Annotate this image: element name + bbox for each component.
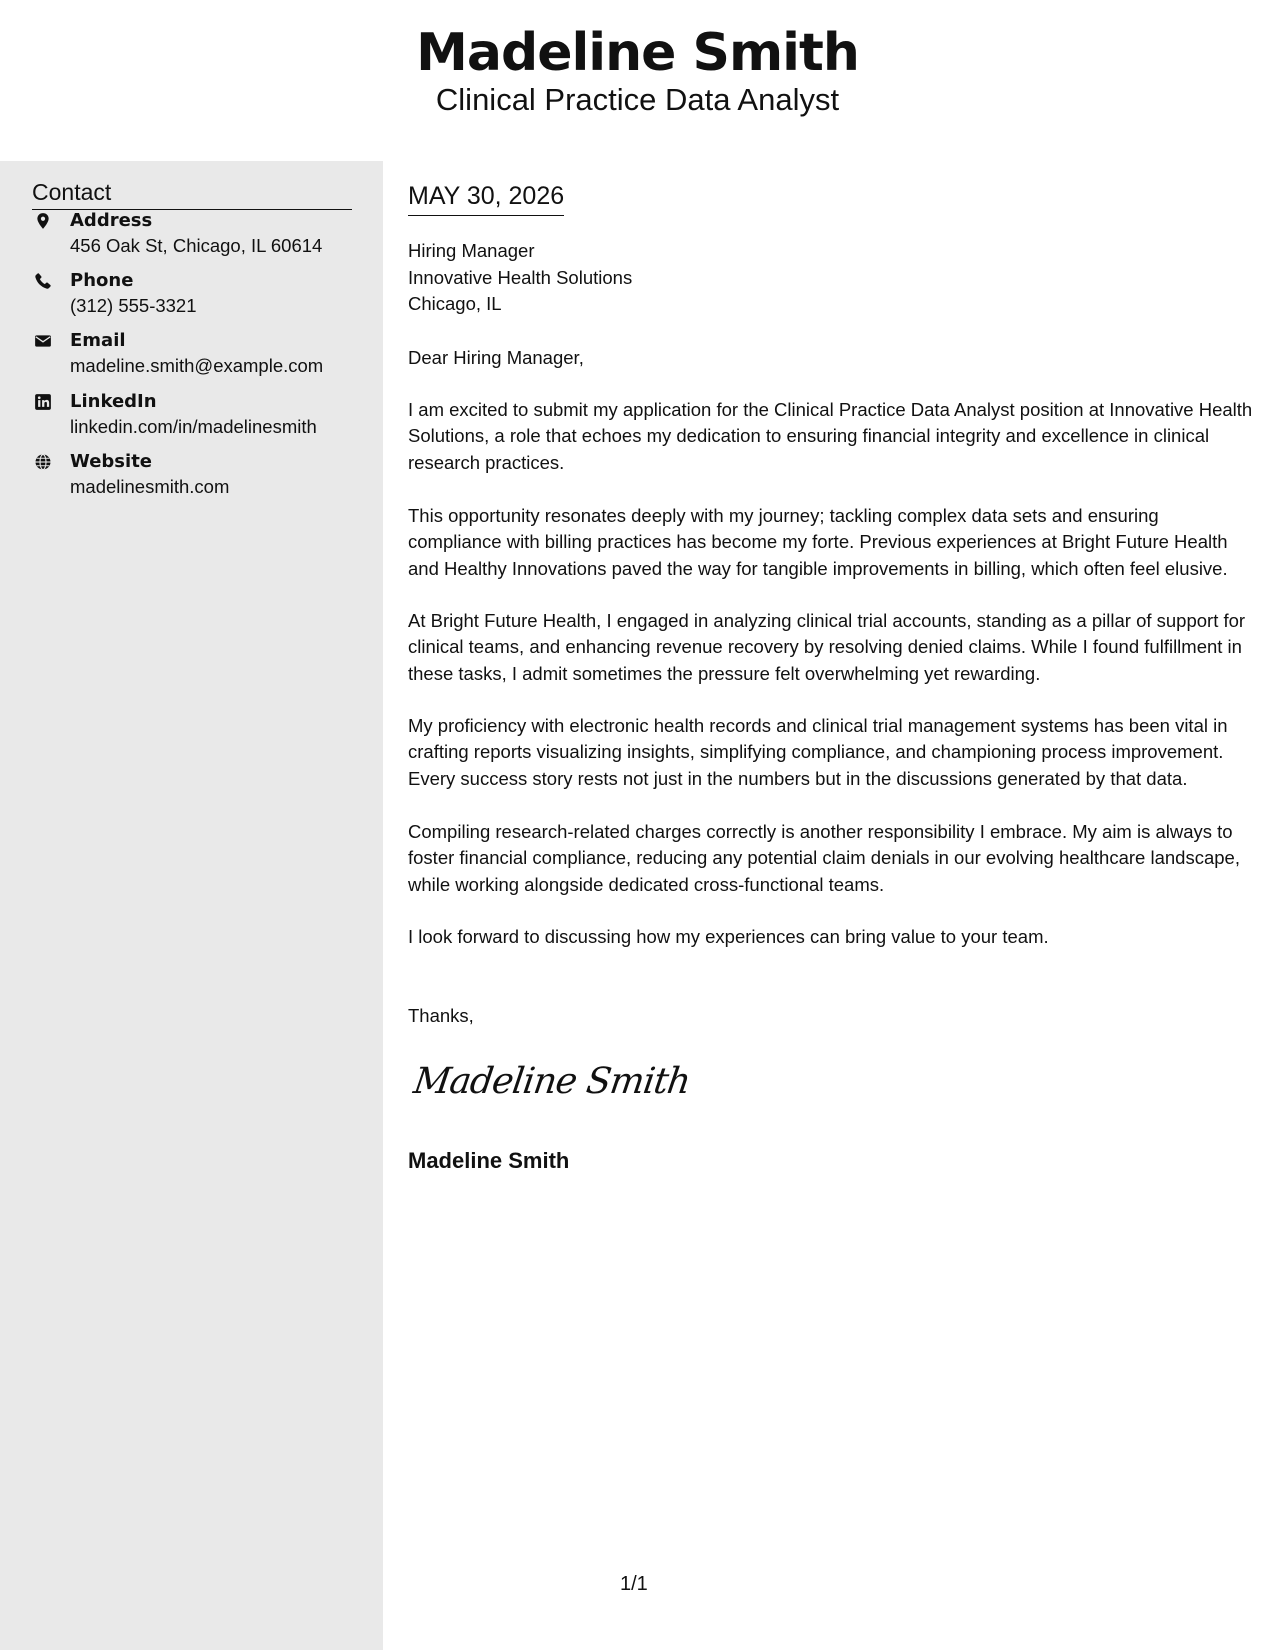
recipient-line: Hiring Manager — [408, 240, 535, 261]
signer-name: Madeline Smith — [408, 1148, 570, 1173]
contact-heading: Contact — [32, 175, 352, 210]
contact-linkedin — [32, 390, 372, 446]
contact-value: (312) 555-3321 — [70, 295, 197, 316]
contact-label: LinkedIn — [70, 391, 157, 412]
page-number: 1/1 — [620, 1573, 648, 1595]
phone-icon — [34, 272, 52, 290]
contact-phone — [32, 269, 372, 325]
paragraph: I am excited to submit my application for the Clinical Practice Data Analyst position at Innovative Health Solutions, a role that echoes my dedication to ensuring financial integrity and excellence in clinical research practices. — [408, 399, 1253, 473]
letter-date: MAY 30, 2026 — [408, 178, 564, 216]
contact-label: Website — [70, 451, 153, 472]
paragraph: My proficiency with electronic health records and clinical trial management systems has been vital in crafting reports visualizing insights, simplifying compliance, and championing process improvement. Every success story rests not just in the numbers but in the discussions generated by that data. — [408, 715, 1228, 789]
paragraph: At Bright Future Health, I engaged in analyzing clinical trial accounts, standing as a pillar of support for clinical teams, and enhancing revenue recovery by resolving denied claims. While I found fulfillment in these tasks, I admit sometimes the pressure felt overwhelming yet rewarding. — [408, 610, 1246, 684]
applicant-name: Madeline Smith — [416, 23, 859, 83]
letter-body — [408, 161, 1253, 1650]
contact-website — [32, 450, 372, 506]
recipient-block — [408, 238, 632, 318]
contact-label: Email — [70, 330, 126, 351]
paragraph: This opportunity resonates deeply with my journey; tackling complex data sets and ensuring compliance with billing practices has become my forte. Previous experiences at Bright Future Health and Healthy Innovations paved the way for tangible improvements in billing, which often feel elusive. — [408, 505, 1228, 579]
contact-value: madeline.smith@example.com — [70, 355, 324, 376]
contact-sidebar — [0, 161, 383, 1650]
letter-header — [0, 0, 1275, 161]
contact-label: Phone — [70, 270, 134, 291]
globe-icon — [34, 453, 52, 471]
applicant-title: Clinical Practice Data Analyst — [435, 82, 840, 117]
linkedin-icon — [34, 393, 52, 411]
map-pin-icon — [34, 212, 52, 230]
recipient-line: Chicago, IL — [408, 293, 502, 314]
contact-address — [32, 209, 372, 265]
contact-value: 456 Oak St, Chicago, IL 60614 — [70, 235, 323, 256]
contact-value: linkedin.com/in/madelinesmith — [70, 416, 317, 437]
handwritten-signature: Madeline Smith — [411, 1061, 693, 1102]
contact-email — [32, 329, 372, 385]
envelope-icon — [34, 332, 52, 350]
closing: Thanks, — [408, 1005, 474, 1026]
salutation: Dear Hiring Manager, — [408, 347, 584, 368]
contact-value: madelinesmith.com — [70, 476, 230, 497]
contact-label: Address — [70, 210, 153, 231]
recipient-line: Innovative Health Solutions — [408, 266, 633, 288]
paragraph: I look forward to discussing how my experiences can bring value to your team. — [408, 926, 1049, 947]
paragraph: Compiling research-related charges correctly is another responsibility I embrace. My aim is always to foster financial compliance, reducing any potential claim denials in our evolving healthcare landscape, while working alongside dedicated cross-functional teams. — [408, 821, 1240, 895]
